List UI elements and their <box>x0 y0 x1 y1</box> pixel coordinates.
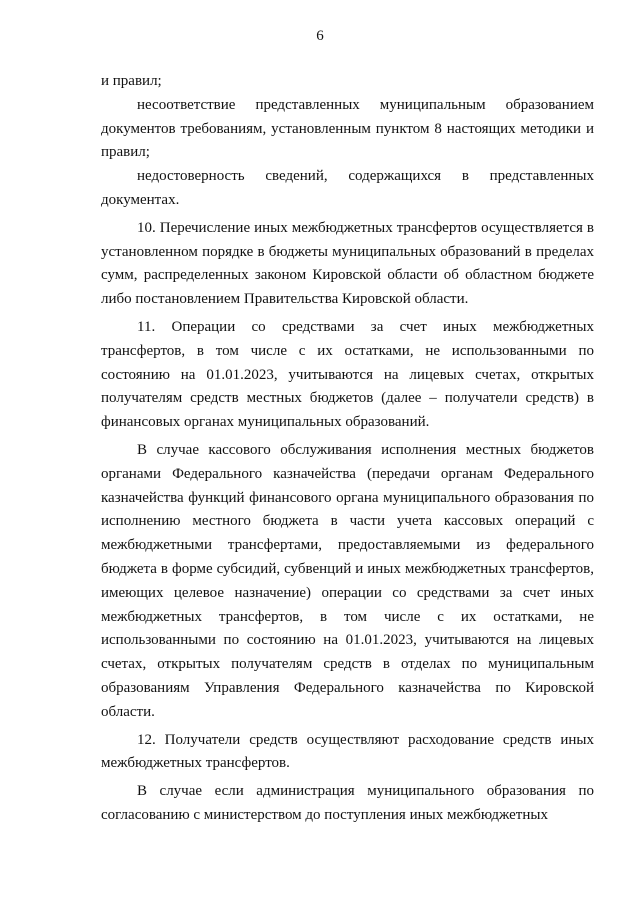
paragraph-noncompliance: несоответствие представленных муниципальным образованием документов требованиям, установленным пунктом 8 настоящих методики и правил; <box>101 96 594 161</box>
page-number: 6 <box>316 28 324 44</box>
paragraph-clause-11: 11. Операции со средствами за счет иных межбюджетных трансфертов, в том числе с их остатками, не использованными по состоянию на 01.01.2023, учитываются на лицевых счетах, открытых получателям средств местных бюджетов (далее – получатели средств) в финансовых органах муниципальных образований. <box>101 318 594 431</box>
paragraph-clause-10: 10. Перечисление иных межбюджетных трансфертов осуществляется в установленном порядке в бюджеты муниципальных образований в пределах сумм, распределенных законом Кировской области об областном бюджете либо постановлением Правительства Кировской области. <box>101 219 594 308</box>
document-body <box>101 70 594 828</box>
paragraph-inaccuracy: недостоверность сведений, содержащихся в представленных документах. <box>101 168 594 208</box>
paragraph-clause-12: 12. Получатели средств осуществляют расходование средств иных межбюджетных трансфертов. <box>101 731 594 772</box>
paragraph-treasury-service: В случае кассового обслуживания исполнения местных бюджетов органами Федерального казначейства (передачи органам Федерального казначейства функций финансового органа муниципального образования по исполнению местного бюджета в части учета кассовых операций с межбюджетными трансфертами, предоставляемыми из федерального бюджета в форме субсидий, субвенций и иных межбюджетных трансфертов, имеющих целевое назначение) операции со средствами за счет иных межбюджетных трансфертов, в том числе с их остатками, не использованными по состоянию на 01.01.2023, учитываются на лицевых счетах, открытых получателям средств в отделах по муниципальным образованиям Управления Федерального казначейства по Кировской области. <box>101 441 594 720</box>
paragraph-administration-case: В случае если администрация муниципального образования по согласованию с министерством до поступления иных межбюджетных <box>101 783 594 823</box>
paragraph-continuation: и правил; <box>101 73 162 89</box>
